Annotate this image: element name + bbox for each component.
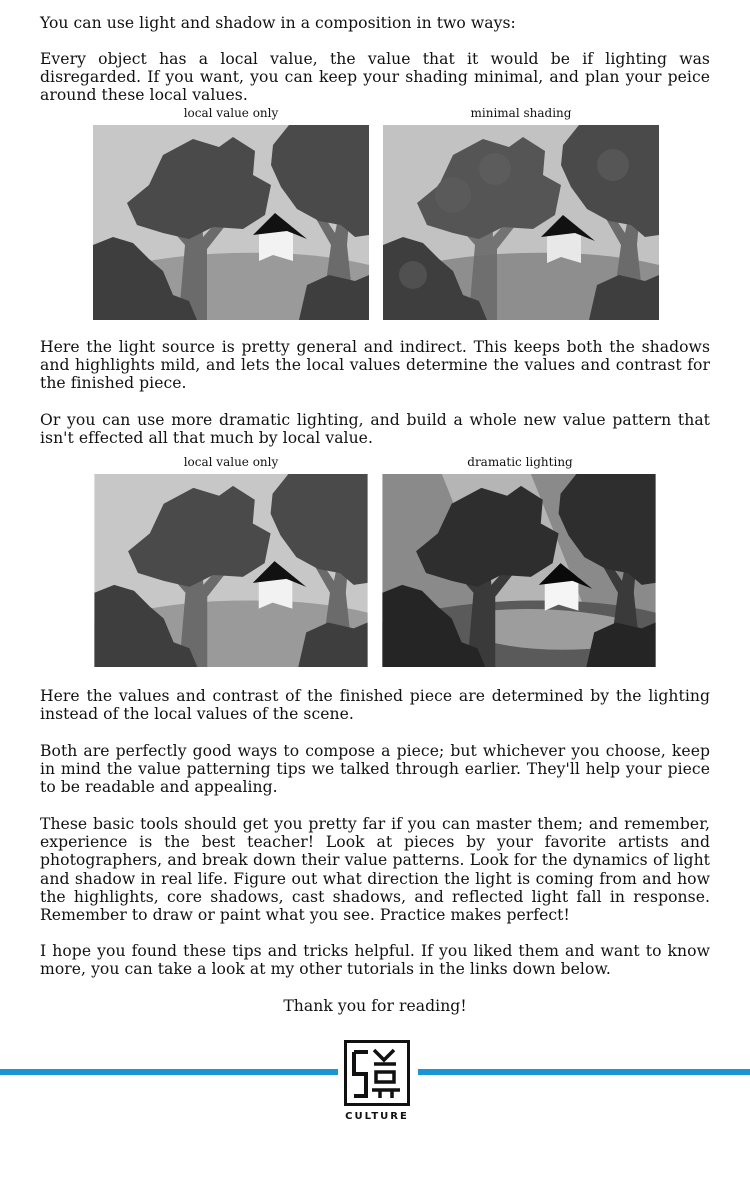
minimal-shading-scene-image — [383, 125, 659, 320]
culture-logo-icon — [344, 1040, 410, 1108]
lighting-determines-values-paragraph: Here the values and contrast of the finished piece are determined by the lighting instead of the local values of the scene. — [40, 687, 710, 724]
thank-you-line: Thank you for reading! — [283, 997, 467, 1015]
brand-label: CULTURE — [345, 1111, 409, 1122]
basic-tools-paragraph: These basic tools should get you pretty far if you can master them; and remember, experience is the best teacher! Look at pieces by your favorite artists and photographers, and break down their value patterns. Look for the dynamics of light and shadow in real life. Figure out what direction the light is coming from and how the highlights, core shadows, cast shadows, and reflected light fall in response. Remember to draw or paint what you see. Practice makes perfect! — [40, 815, 710, 925]
figure1-right-caption: minimal shading — [470, 106, 572, 120]
figure1-left-caption: local value only — [183, 106, 279, 120]
intro-paragraph: You can use light and shadow in a composition in two ways: — [40, 14, 516, 32]
local-value-paragraph: Every object has a local value, the value that it would be if lighting was disregarded. If you want, you can keep your shading minimal, and plan your peice around these local values. — [40, 50, 710, 105]
dramatic-lighting-scene-image — [382, 474, 656, 667]
closing-paragraph: I hope you found these tips and tricks helpful. If you liked them and want to know more, you can take a look at my other tutorials in the links down below. — [40, 942, 710, 979]
footer-rule-left — [0, 1069, 338, 1075]
local-value-scene-image-2 — [93, 474, 369, 667]
both-ways-paragraph: Both are perfectly good ways to compose a piece; but whichever you choose, keep in mind the value patterning tips we talked through earlier. They'll help your piece to be readable and appealing. — [40, 742, 710, 797]
figure2-left-caption: local value only — [183, 455, 279, 469]
footer-rule-right — [418, 1069, 750, 1075]
figure2-right-caption: dramatic lighting — [467, 455, 573, 469]
dramatic-lighting-paragraph: Or you can use more dramatic lighting, and build a whole new value pattern that isn't effected all that much by local value. — [40, 411, 710, 448]
local-value-scene-image — [93, 125, 369, 320]
indirect-light-paragraph: Here the light source is pretty general and indirect. This keeps both the shadows and highlights mild, and lets the local values determine the values and contrast for the finished piece. — [40, 338, 710, 393]
